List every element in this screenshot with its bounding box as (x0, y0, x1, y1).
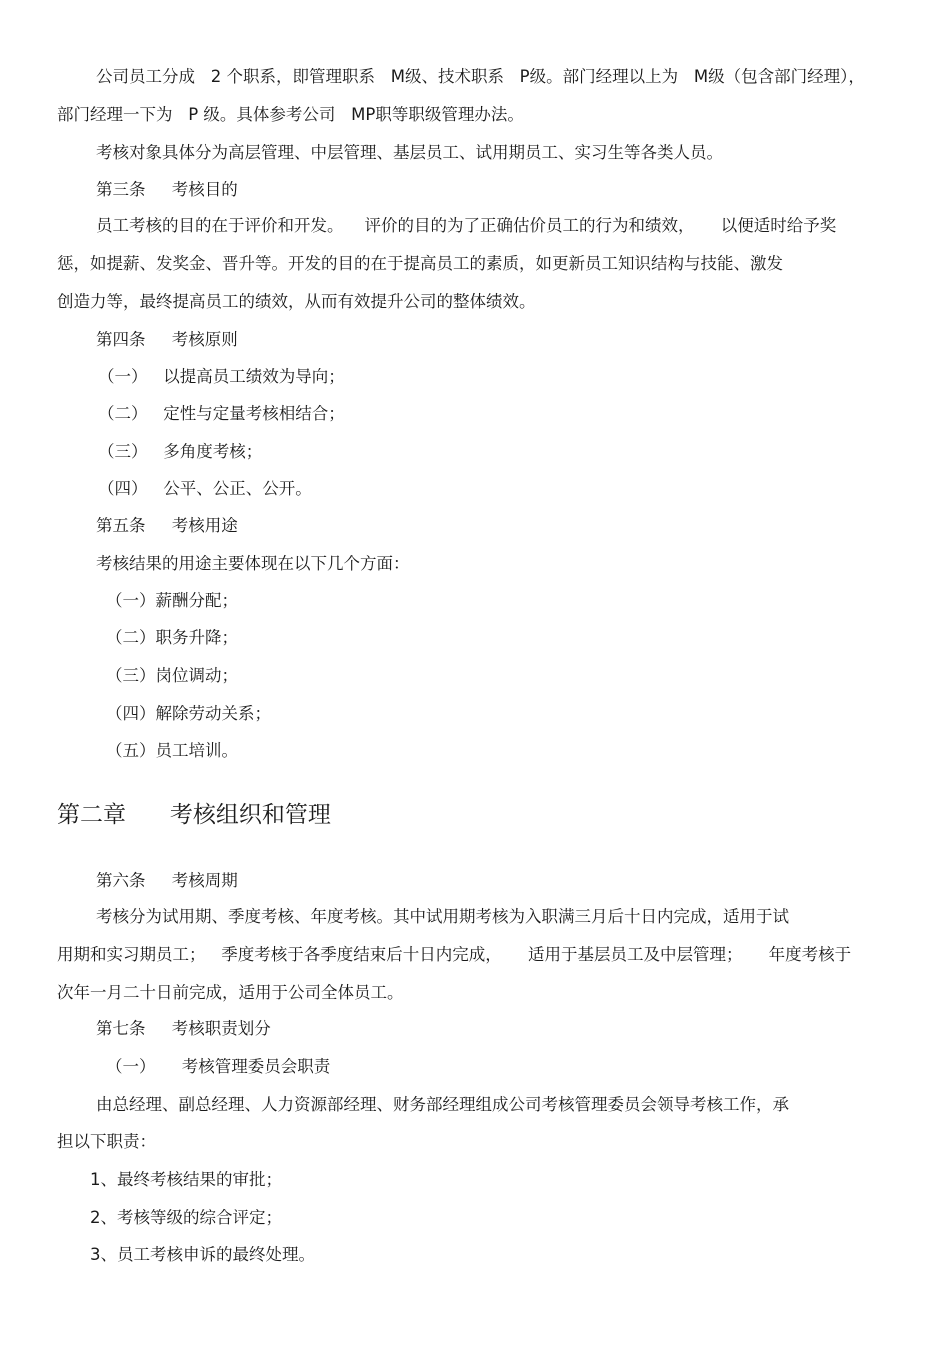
paragraph-line: 考核对象具体分为高层管理、中层管理、基层员工、试用期员工、实习生等各类人员。 (96, 143, 723, 162)
list-item: （四）解除劳动关系； (106, 704, 271, 723)
list-item: 2、考核等级的综合评定； (90, 1208, 282, 1227)
list-item: （三）岗位调动； (106, 666, 238, 685)
list-item: （一）薪酬分配； (106, 591, 238, 610)
paragraph-line: 担以下职责： (57, 1132, 156, 1151)
list-item: 1、最终考核结果的审批； (90, 1170, 282, 1189)
subsection-title: （一） 考核管理委员会职责 (106, 1057, 331, 1076)
paragraph-line: 创造力等，最终提高员工的绩效，从而有效提升公司的整体绩效。 (57, 292, 536, 311)
article-3-title: 第三条 考核目的 (96, 180, 238, 199)
chapter-heading: 第二章 考核组织和管理 (57, 802, 331, 828)
article-4-title: 第四条 考核原则 (96, 330, 238, 349)
paragraph-line: 部门经理一下为 P 级。具体参考公司 MP职等职级管理办法。 (57, 105, 524, 124)
paragraph-line: 惩，如提薪、发奖金、晋升等。开发的目的在于提高员工的素质，如更新员工知识结构与技能、激发 (57, 254, 783, 273)
list-item: 3、员工考核申诉的最终处理。 (90, 1245, 315, 1264)
paragraph-line: 公司员工分成 2 个职系，即管理职系 M级、技术职系 P级。部门经理以上为 M级（包含部门经理）， (96, 67, 865, 86)
paragraph-line: 由总经理、副总经理、人力资源部经理、财务部经理组成公司考核管理委员会领导考核工作，承 (96, 1095, 789, 1114)
list-item: （二）职务升降； (106, 628, 238, 647)
paragraph-line: 员工考核的目的在于评价和开发。 评价的目的为了正确估价员工的行为和绩效， 以便适时给予奖 (96, 216, 837, 235)
list-item: （二） 定性与定量考核相结合； (98, 404, 345, 423)
article-6-title: 第六条 考核周期 (96, 871, 238, 890)
paragraph-line: 考核分为试用期、季度考核、年度考核。其中试用期考核为入职满三月后十日内完成，适用于试 (96, 907, 789, 926)
article-7-title: 第七条 考核职责划分 (96, 1019, 271, 1038)
article-5-title: 第五条 考核用途 (96, 516, 238, 535)
list-item: （三） 多角度考核； (98, 442, 263, 461)
paragraph-line: 次年一月二十日前完成，适用于公司全体员工。 (57, 983, 404, 1002)
paragraph-line: 用期和实习期员工； 季度考核于各季度结束后十日内完成， 适用于基层员工及中层管理； 年度考核于 (57, 945, 852, 964)
list-item: （一） 以提高员工绩效为导向； (98, 367, 345, 386)
list-item: （五）员工培训。 (106, 741, 238, 760)
list-item: （四） 公平、公正、公开。 (98, 479, 312, 498)
paragraph-line: 考核结果的用途主要体现在以下几个方面： (96, 554, 410, 573)
